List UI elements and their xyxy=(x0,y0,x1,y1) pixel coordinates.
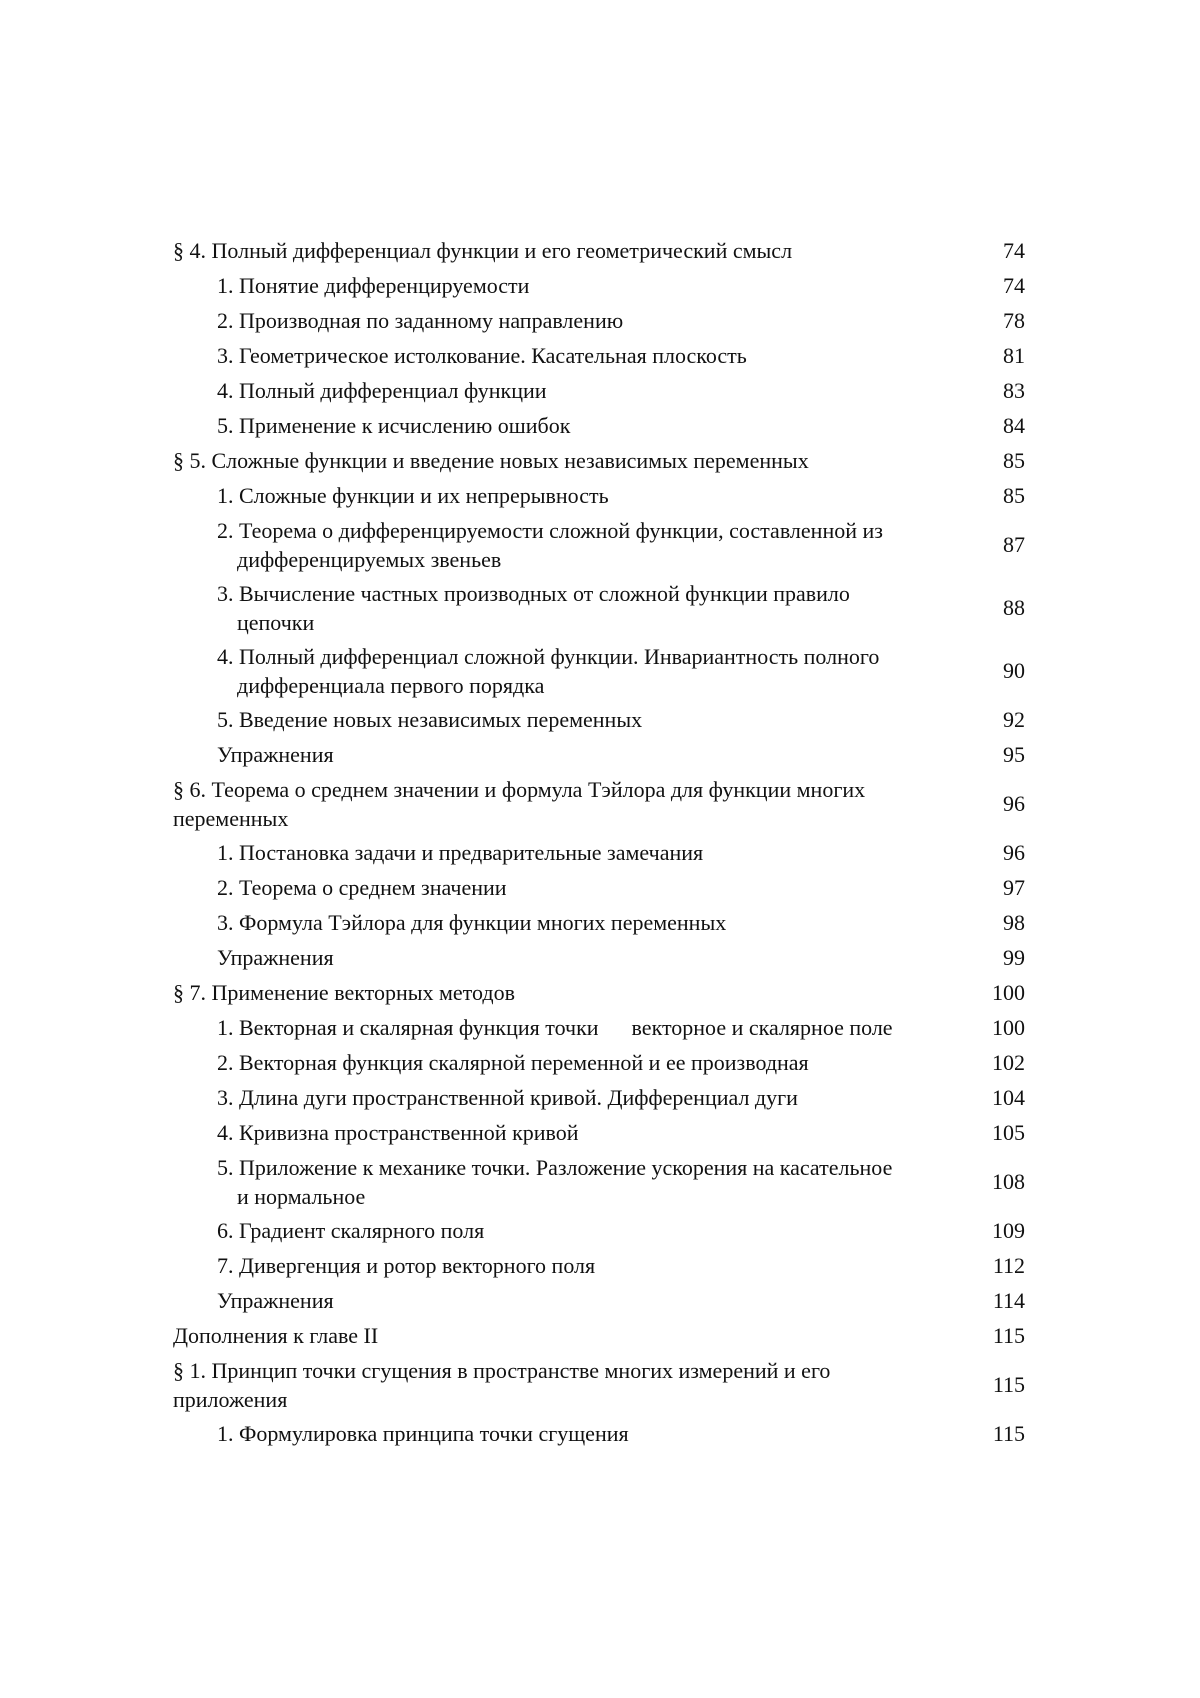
entry-title: 2. Производная по заданному направлению xyxy=(217,306,963,335)
entry-title-continuation: дифференцируемых звеньев xyxy=(217,545,963,574)
entry-title: Упражнения xyxy=(217,740,963,769)
toc-entry xyxy=(173,642,1033,705)
toc-entry xyxy=(173,873,1033,908)
entry-title: § 7. Применение векторных методов xyxy=(173,978,963,1007)
page-number: 78 xyxy=(955,306,1025,335)
toc-entry xyxy=(173,775,1033,838)
toc-entry xyxy=(173,978,1033,1013)
page-number: 98 xyxy=(955,908,1025,937)
entry-title xyxy=(217,579,963,637)
entry-title xyxy=(173,1356,963,1414)
entry-title: 3. Геометрическое истолкование. Касательная плоскость xyxy=(217,341,963,370)
entry-title: 4. Полный дифференциал функции xyxy=(217,376,963,405)
page-number: 100 xyxy=(955,978,1025,1007)
page-number: 102 xyxy=(955,1048,1025,1077)
entry-title: 3. Длина дуги пространственной кривой. Дифференциал дуги xyxy=(217,1083,963,1112)
entry-title xyxy=(217,642,963,700)
page-number: 96 xyxy=(955,838,1025,867)
toc-entry xyxy=(173,376,1033,411)
toc-entry xyxy=(173,236,1033,271)
entry-title: 5. Применение к исчислению ошибок xyxy=(217,411,963,440)
toc-entry xyxy=(173,446,1033,481)
entry-title: 5. Введение новых независимых переменных xyxy=(217,705,963,734)
toc-entry xyxy=(173,1083,1033,1118)
page-number: 74 xyxy=(955,236,1025,265)
toc-entry xyxy=(173,579,1033,642)
entry-title-line: 5. Приложение к механике точки. Разложение ускорения на касательное xyxy=(217,1155,892,1180)
page-number: 108 xyxy=(955,1167,1025,1196)
entry-title xyxy=(173,775,963,833)
entry-title: Упражнения xyxy=(217,943,963,972)
page-number: 115 xyxy=(955,1419,1025,1448)
page-number: 115 xyxy=(955,1370,1025,1399)
toc-entry xyxy=(173,1013,1033,1048)
toc-entry xyxy=(173,1048,1033,1083)
toc-entry xyxy=(173,1216,1033,1251)
entry-title-continuation: и нормальное xyxy=(217,1182,963,1211)
entry-title: 1. Понятие дифференцируемости xyxy=(217,271,963,300)
page-number: 74 xyxy=(955,271,1025,300)
toc-entry xyxy=(173,1356,1033,1419)
page-number: 104 xyxy=(955,1083,1025,1112)
entry-title: 1. Постановка задачи и предварительные замечания xyxy=(217,838,963,867)
page-number: 85 xyxy=(955,446,1025,475)
entry-title: § 4. Полный дифференциал функции и его геометрический смысл xyxy=(173,236,963,265)
entry-title: § 5. Сложные функции и введение новых независимых переменных xyxy=(173,446,963,475)
page-number: 99 xyxy=(955,943,1025,972)
entry-title: 6. Градиент скалярного поля xyxy=(217,1216,963,1245)
toc-entry xyxy=(173,306,1033,341)
toc-entry xyxy=(173,1419,1033,1454)
entry-title: Упражнения xyxy=(217,1286,963,1315)
toc-entry xyxy=(173,1321,1033,1356)
toc-entry xyxy=(173,908,1033,943)
entry-title-line: 3. Вычисление частных производных от сложной функции правило xyxy=(217,581,850,606)
page-number: 115 xyxy=(955,1321,1025,1350)
toc-entry xyxy=(173,838,1033,873)
toc-entry xyxy=(173,705,1033,740)
page-number: 87 xyxy=(955,530,1025,559)
page-number: 81 xyxy=(955,341,1025,370)
toc-entry xyxy=(173,341,1033,376)
entry-title-line: § 1. Принцип точки сгущения в пространстве многих измерений и его xyxy=(173,1358,830,1383)
entry-title: 4. Кривизна пространственной кривой xyxy=(217,1118,963,1147)
page-number: 105 xyxy=(955,1118,1025,1147)
toc-entry xyxy=(173,943,1033,978)
toc-entry xyxy=(173,1153,1033,1216)
toc-entry xyxy=(173,481,1033,516)
page-number: 85 xyxy=(955,481,1025,510)
toc-entry xyxy=(173,1251,1033,1286)
entry-title: 3. Формула Тэйлора для функции многих переменных xyxy=(217,908,963,937)
entry-title: Дополнения к главе II xyxy=(173,1321,963,1350)
page-number: 88 xyxy=(955,593,1025,622)
entry-title-line: 4. Полный дифференциал сложной функции. Инвариантность полного xyxy=(217,644,879,669)
entry-title: 1. Векторная и скалярная функция точки векторное и скалярное поле xyxy=(217,1013,963,1042)
toc-entry xyxy=(173,411,1033,446)
entry-title xyxy=(217,1153,963,1211)
entry-title: 7. Дивергенция и ротор векторного поля xyxy=(217,1251,963,1280)
toc-entry xyxy=(173,271,1033,306)
page-number: 96 xyxy=(955,789,1025,818)
table-of-contents xyxy=(173,236,1033,1454)
entry-title-continuation: дифференциала первого порядка xyxy=(217,671,963,700)
page-number: 95 xyxy=(955,740,1025,769)
entry-title: 2. Векторная функция скалярной переменной и ее производная xyxy=(217,1048,963,1077)
toc-entry xyxy=(173,1286,1033,1321)
entry-title xyxy=(217,516,963,574)
page-number: 114 xyxy=(955,1286,1025,1315)
toc-entry xyxy=(173,740,1033,775)
toc-entry xyxy=(173,516,1033,579)
page-number: 83 xyxy=(955,376,1025,405)
entry-title-continuation: цепочки xyxy=(217,608,963,637)
entry-title-continuation: переменных xyxy=(173,804,963,833)
page-number: 92 xyxy=(955,705,1025,734)
entry-title-continuation: приложения xyxy=(173,1385,963,1414)
page-number: 109 xyxy=(955,1216,1025,1245)
page-number: 100 xyxy=(955,1013,1025,1042)
page-number: 84 xyxy=(955,411,1025,440)
page-number: 112 xyxy=(955,1251,1025,1280)
entry-title-line: § 6. Теорема о среднем значении и формула Тэйлора для функции многих xyxy=(173,777,865,802)
entry-title-line: 2. Теорема о дифференцируемости сложной функции, составленной из xyxy=(217,518,883,543)
page-number: 97 xyxy=(955,873,1025,902)
entry-title: 1. Сложные функции и их непрерывность xyxy=(217,481,963,510)
entry-title: 2. Теорема о среднем значении xyxy=(217,873,963,902)
page-number: 90 xyxy=(955,656,1025,685)
toc-entry xyxy=(173,1118,1033,1153)
entry-title: 1. Формулировка принципа точки сгущения xyxy=(217,1419,963,1448)
